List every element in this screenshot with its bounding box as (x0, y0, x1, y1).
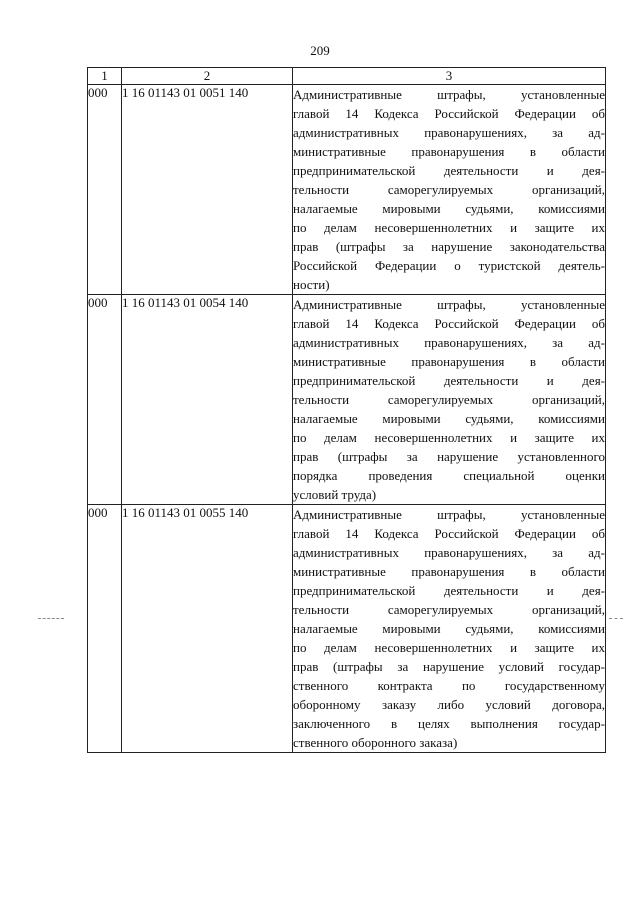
description-line: Административные штрафы, установленные (293, 297, 605, 312)
kbk-code-cell: 1 16 01143 01 0051 140 (122, 85, 293, 295)
page-number: 209 (310, 43, 330, 58)
description-line: ности) (293, 277, 330, 292)
description-line: оборонному заказу либо условий договора, (293, 697, 605, 712)
description-line: главой 14 Кодекса Российской Федерации об (293, 526, 605, 541)
table-row (88, 85, 606, 295)
description-line: главой 14 Кодекса Российской Федерации об (293, 106, 605, 121)
description-cell (293, 295, 606, 505)
description-line: административных правонарушениях, за ад- (293, 545, 605, 560)
description-line: предпринимательской деятельности и дея- (293, 373, 605, 388)
description-line: налагаемые мировыми судьями, комиссиями (293, 201, 605, 216)
description-line: налагаемые мировыми судьями, комиссиями (293, 411, 605, 426)
description-line: предпринимательской деятельности и дея- (293, 583, 605, 598)
description-cell (293, 85, 606, 295)
table-header-row (88, 68, 606, 85)
kbk-code-cell: 1 16 01143 01 0055 140 (122, 505, 293, 753)
admin-code-cell: 000 (88, 295, 122, 505)
description-line: ственного оборонного заказа) (293, 735, 458, 750)
description-line: административных правонарушениях, за ад- (293, 125, 605, 140)
table-row (88, 295, 606, 505)
description-line: ственного контракта по государственному (293, 678, 605, 693)
description-line: тельности саморегулируемых организаций, (293, 602, 605, 617)
description-line: тельности саморегулируемых организаций, (293, 392, 605, 407)
description-line: Административные штрафы, установленные (293, 507, 605, 522)
description-line: предпринимательской деятельности и дея- (293, 163, 605, 178)
kbk-code-cell: 1 16 01143 01 0054 140 (122, 295, 293, 505)
description-line: условий труда) (293, 487, 377, 502)
description-line: по делам несовершеннолетних и защите их (293, 220, 605, 235)
description-line: министративные правонарушения в области (293, 144, 605, 159)
description-line: министративные правонарушения в области (293, 354, 605, 369)
column-header-2: 2 (122, 68, 293, 85)
description-line: тельности саморегулируемых организаций, (293, 182, 605, 197)
description-line: министративные правонарушения в области (293, 564, 605, 579)
admin-code-cell: 000 (88, 85, 122, 295)
admin-code-cell: 000 (88, 505, 122, 753)
left-margin-mark (38, 618, 64, 619)
description-line: главой 14 Кодекса Российской Федерации об (293, 316, 605, 331)
description-line: Административные штрафы, установленные (293, 87, 605, 102)
description-line: Российской Федерации о туристской деятель- (293, 258, 605, 273)
description-cell (293, 505, 606, 753)
budget-classification-table (87, 67, 606, 753)
description-line: по делам несовершеннолетних и защите их (293, 640, 605, 655)
description-line: прав (штрафы за нарушение условий государ- (293, 659, 605, 674)
column-header-1: 1 (88, 68, 122, 85)
description-line: порядка проведения специальной оценки (293, 468, 605, 483)
column-header-3: 3 (293, 68, 606, 85)
description-line: прав (штрафы за нарушение законодательства (293, 239, 605, 254)
description-line: налагаемые мировыми судьями, комиссиями (293, 621, 605, 636)
right-margin-mark (609, 618, 623, 619)
description-line: прав (штрафы за нарушение установленного (293, 449, 605, 464)
description-line: заключенного в целях выполнения государ- (293, 716, 605, 731)
description-line: административных правонарушениях, за ад- (293, 335, 605, 350)
table-row (88, 505, 606, 753)
description-line: по делам несовершеннолетних и защите их (293, 430, 605, 445)
